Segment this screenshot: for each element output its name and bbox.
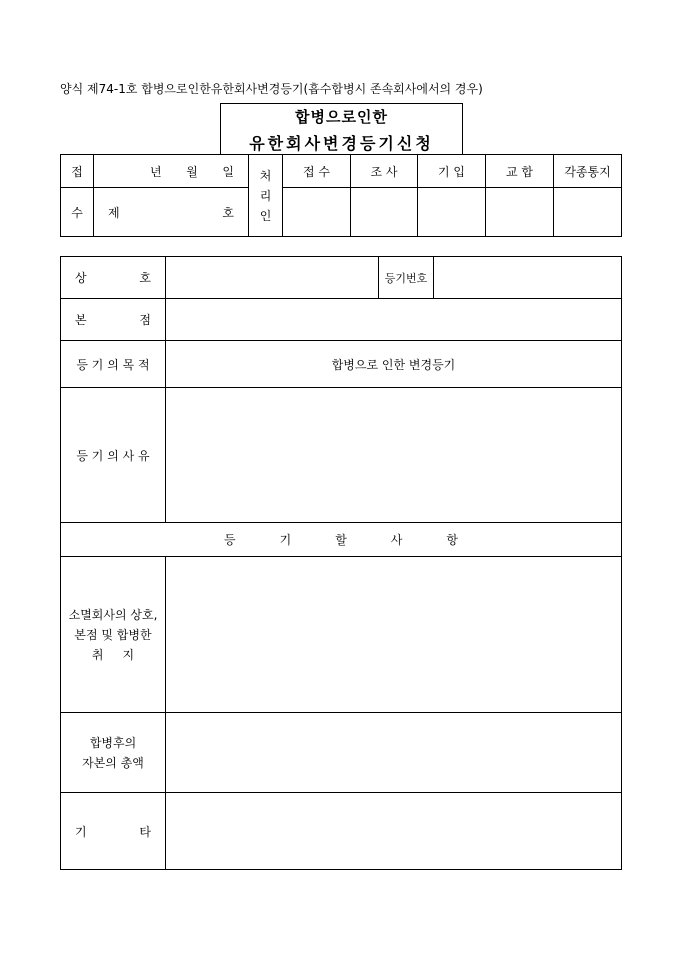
col-notices: 각종통지 <box>554 155 622 188</box>
cause-label: 등 기 의 사 유 <box>61 388 166 523</box>
col-entry: 기 입 <box>418 155 486 188</box>
handler-char-3: 인 <box>259 208 272 223</box>
notices-stamp[interactable] <box>554 188 622 237</box>
capital-field[interactable] <box>166 713 622 793</box>
receipt-date-cell[interactable] <box>94 155 249 188</box>
form-title-line1: 합병으로인한 <box>295 108 388 126</box>
day-label: 일 <box>222 164 234 179</box>
head-office-char-1: 본 <box>75 313 87 327</box>
other-label <box>61 793 166 870</box>
application-table <box>60 256 622 870</box>
head-office-label <box>61 299 166 341</box>
col-receipt: 접 수 <box>283 155 351 188</box>
form-title-box <box>220 103 463 154</box>
company-name-field[interactable] <box>166 257 379 299</box>
handler-label <box>249 155 283 237</box>
other-char-1: 기 <box>75 824 87 839</box>
matters-char-5: 항 <box>446 533 458 547</box>
company-name-char-2: 호 <box>139 271 151 285</box>
purpose-label: 등 기 의 목 적 <box>61 341 166 388</box>
handler-char-2: 리 <box>259 188 272 203</box>
other-char-2: 타 <box>139 824 151 839</box>
month-label: 월 <box>186 164 198 179</box>
dissolved-label-line1: 소멸회사의 상호, <box>68 607 158 622</box>
matters-char-4: 사 <box>390 533 403 547</box>
dissolved-label-line3: 취 지 <box>91 647 135 662</box>
receipt-jeop-top: 접 <box>61 155 94 188</box>
year-label: 년 <box>150 164 162 179</box>
receipt-stamp[interactable] <box>283 188 351 237</box>
matters-char-1: 등 <box>224 533 236 547</box>
registry-number-field[interactable] <box>434 257 622 299</box>
dissolved-label-line2: 본점 및 합병한 <box>74 627 152 642</box>
company-name-char-1: 상 <box>75 271 87 285</box>
dissolved-company-label <box>61 557 166 713</box>
registry-number-label: 등기번호 <box>379 257 434 299</box>
col-verify: 교 합 <box>486 155 554 188</box>
capital-label <box>61 713 166 793</box>
head-office-char-2: 점 <box>139 313 151 327</box>
cause-field[interactable] <box>166 388 622 523</box>
col-inspect: 조 사 <box>351 155 418 188</box>
company-name-label <box>61 257 166 299</box>
head-office-field[interactable] <box>166 299 622 341</box>
handler-char-1: 처 <box>259 168 272 183</box>
dissolved-company-field[interactable] <box>166 557 622 713</box>
verify-stamp[interactable] <box>486 188 554 237</box>
receipt-jeop-bottom: 수 <box>61 188 94 237</box>
purpose-value[interactable]: 합병으로 인한 변경등기 <box>166 341 622 388</box>
matters-char-3: 할 <box>335 533 347 547</box>
entry-stamp[interactable] <box>418 188 486 237</box>
matters-header <box>61 523 622 557</box>
form-number-note: 양식 제74-1호 합병으로인한유한회사변경등기(흡수합병시 존속회사에서의 경우) <box>60 82 483 96</box>
inspect-stamp[interactable] <box>351 188 418 237</box>
capital-label-line2: 자본의 총액 <box>82 755 144 770</box>
form-title-line2: 유한회사변경등기신청 <box>249 134 434 153</box>
capital-label-line1: 합병후의 <box>89 735 137 750</box>
other-field[interactable] <box>166 793 622 870</box>
number-suffix-label: 호 <box>222 205 234 220</box>
matters-char-2: 기 <box>279 533 292 547</box>
receipt-number-cell[interactable] <box>94 188 249 237</box>
receipt-table <box>60 154 622 237</box>
number-prefix-label: 제 <box>108 205 120 220</box>
